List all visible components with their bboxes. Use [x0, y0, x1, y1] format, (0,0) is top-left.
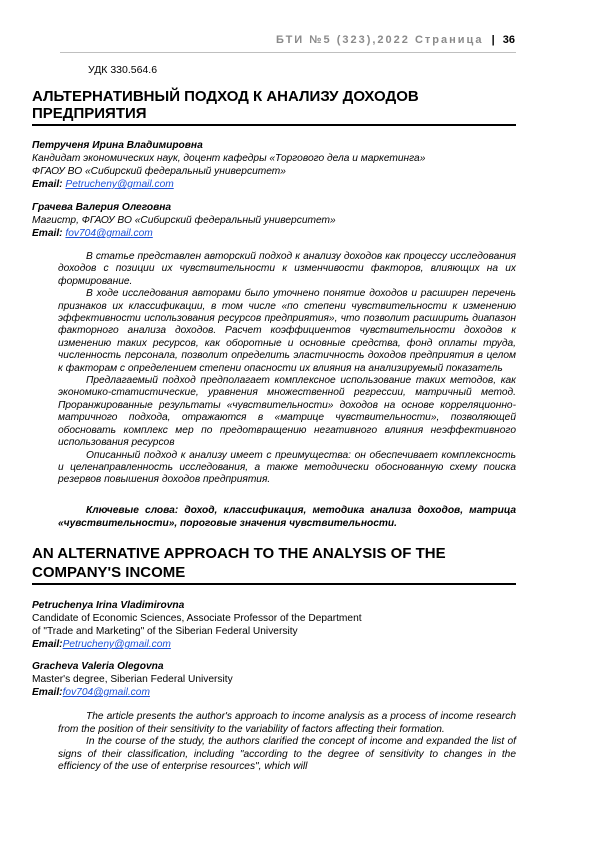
- abstract-paragraph: In the course of the study, the authors clarified the concept of income and expanded the list of signs of their classification, including "according to the degree of sensitivity to changes in the efficiency of the use of enterprise resources", which will: [58, 736, 516, 773]
- author-affiliation-line: Кандидат экономических наук, доцент кафедры «Торгового дела и маркетинга»: [32, 153, 426, 164]
- email-link[interactable]: Petrucheny@gmail.com: [65, 179, 174, 190]
- udc-code: УДК 330.564.6: [88, 64, 158, 76]
- email-link[interactable]: Petrucheny@gmail.com: [62, 639, 171, 650]
- keywords-ru: Ключевые слова: доход, классификация, методика анализа доходов, матрица «чувствительности», пороговые значения чувствительности.: [58, 505, 516, 529]
- author-en-1: [32, 599, 522, 651]
- page-number: 36: [502, 34, 515, 46]
- author-email-row: [32, 638, 522, 651]
- email-link[interactable]: fov704@gmail.com: [62, 687, 150, 698]
- author-affiliation-line: of "Trade and Marketing" of the Siberian Federal University: [32, 626, 298, 637]
- abstract-paragraph: Описанный подход к анализу имеет с преимущества: он обеспечивает комплексность и целенаправленность исследования, а также методически обоснованную схему поиска резервов повышения доходов предприятия.: [58, 449, 516, 486]
- author-en-2: [32, 660, 522, 699]
- running-header: [60, 34, 515, 46]
- author-name: Gracheva Valeria Olegovna: [32, 661, 164, 672]
- abstract-ru: [58, 251, 516, 487]
- author-name: Грачева Валерия Олеговна: [32, 202, 172, 213]
- author-name: Petruchenya Irina Vladimirovna: [32, 600, 185, 611]
- article-title-ru: АЛЬТЕРНАТИВНЫЙ ПОДХОД К АНАЛИЗУ ДОХОДОВ ПРЕДПРИЯТИЯ: [32, 88, 419, 122]
- article-title-en: AN ALTERNATIVE APPROACH TO THE ANALYSIS OF THE COMPANY'S INCOME: [32, 545, 446, 581]
- header-separator: |: [491, 34, 495, 46]
- author-ru-1: [32, 139, 522, 191]
- abstract-en: [58, 711, 516, 774]
- email-label: Email:: [32, 179, 63, 190]
- title-en-rule: [32, 583, 516, 585]
- author-affiliation-line: ФГАОУ ВО «Сибирский федеральный университет»: [32, 166, 286, 177]
- header-rule: [60, 52, 516, 53]
- journal-title: БТИ №5 (323),2022 Страница: [275, 34, 484, 46]
- abstract-paragraph: Предлагаемый подход предполагает комплексное использование таких методов, как экономико-статистические, уравнения множественной регрессии, матричный метод. Проранжированные результаты «чувствительности» доходов на основе корреляционно-матричного подхода, отражаются в «матрице чувствительности», позволяющей обосновать комплекс мер по предотвращению негативного влияния неэффективного использования ресурсов: [58, 375, 516, 449]
- author-affiliation-line: Магистр, ФГАОУ ВО «Сибирский федеральный университет»: [32, 215, 336, 226]
- author-email-row: [32, 178, 522, 191]
- email-label: Email:: [32, 687, 63, 698]
- author-email-row: [32, 686, 522, 699]
- author-affiliation-line: Master's degree, Siberian Federal University: [32, 674, 233, 685]
- author-affiliation-line: Candidate of Economic Sciences, Associate Professor of the Department: [32, 613, 362, 624]
- author-name: Петрученя Ирина Владимировна: [32, 140, 203, 151]
- abstract-paragraph: В статье представлен авторский подход к анализу доходов как процессу исследования доходов с позиции их чувствительности к изменчивости факторов, влияющих на их формирование.: [58, 251, 516, 287]
- abstract-paragraph: В ходе исследования авторами было уточнено понятие доходов и расширен перечень признаков их классификации, в том числе «по степени чувствительности к изменению эффективности использования ресурсов предприятия», что позволит расширить диапазон факторного анализа доходов. Расчет коэффициентов чувствительности доходов к изменению таких ресурсов, как оборотные и основные средства, фонд оплаты труда, численность персонала, позволит определить эластичность доходов предприятия в целом к факторам с определением степени опасности их влияния на анализируемый показатель: [58, 288, 516, 374]
- author-ru-2: [32, 201, 522, 240]
- email-label: Email:: [32, 639, 63, 650]
- email-link[interactable]: fov704@gmail.com: [65, 228, 153, 239]
- title-ru-rule: [32, 124, 516, 126]
- email-label: Email:: [32, 228, 63, 239]
- abstract-paragraph: The article presents the author's approach to income analysis as a process of income research from the position of their sensitivity to the variability of factors affecting their formation.: [58, 711, 516, 735]
- author-email-row: [32, 227, 522, 240]
